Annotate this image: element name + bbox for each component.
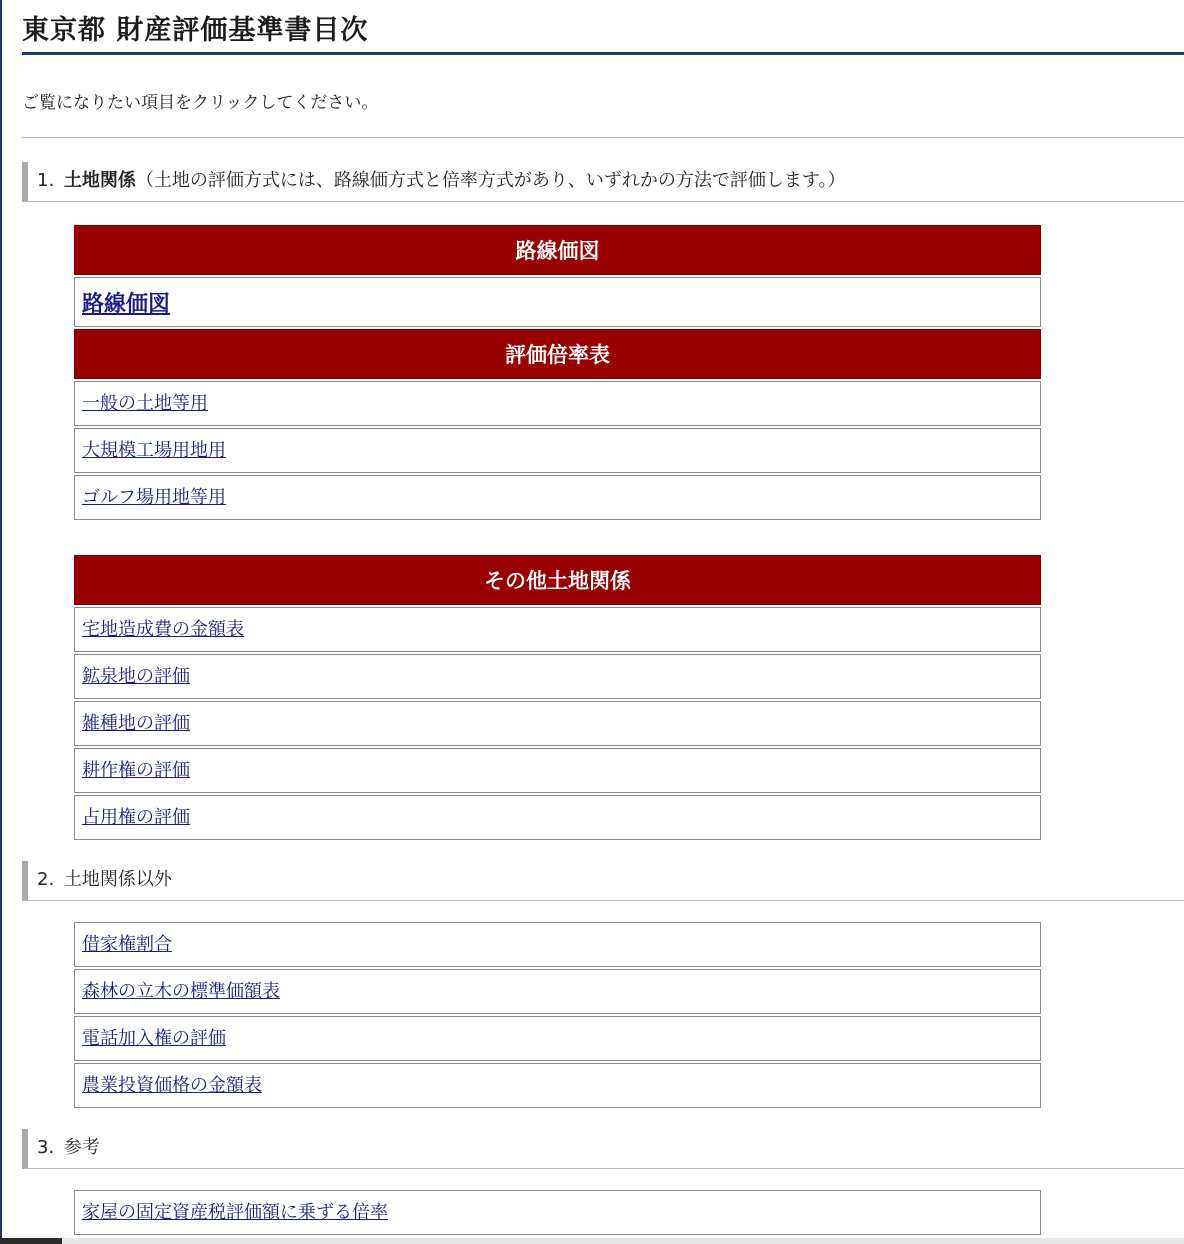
section-note: （土地の評価方式には、路線価方式と倍率方式があり、いずれかの方法で評価します。） (135, 170, 846, 191)
section-number: 3. (37, 1137, 55, 1158)
section-title: 参考 (63, 1137, 100, 1158)
section-title: 土地関係以外 (63, 869, 172, 890)
scrollbar-thumb[interactable] (0, 1238, 62, 1244)
list-item (74, 475, 1041, 520)
page-content (22, 0, 1184, 1235)
multiplier-link-golf[interactable]: ゴルフ場用地等用 (82, 487, 226, 508)
reference-block (74, 1190, 1041, 1235)
other-land-link-4[interactable]: 耕作権の評価 (82, 760, 190, 781)
non-land-link-2[interactable]: 森林の立木の標準価額表 (82, 981, 280, 1002)
list-item (74, 1190, 1041, 1235)
intro-text: ご覧になりたい項目をクリックしてください。 (22, 93, 379, 113)
list-item (74, 607, 1041, 652)
other-land-link-5[interactable]: 占用権の評価 (82, 807, 190, 828)
multiplier-link-factory[interactable]: 大規模工場用地用 (82, 440, 226, 461)
other-land-link-1[interactable]: 宅地造成費の金額表 (82, 619, 244, 640)
list-item (74, 277, 1041, 327)
land-links-block (74, 225, 1041, 520)
left-border (0, 0, 2, 1244)
category-header-other-land: その他土地関係 (74, 555, 1041, 605)
list-item (74, 654, 1041, 699)
category-header-multiplier: 評価倍率表 (74, 329, 1041, 379)
list-item (74, 795, 1041, 840)
other-land-link-3[interactable]: 雑種地の評価 (82, 713, 190, 734)
section-title: 土地関係 (63, 170, 136, 191)
list-item (74, 1063, 1041, 1108)
category-header-rosenka: 路線価図 (74, 225, 1041, 275)
section-heading-reference (22, 1129, 1184, 1169)
other-land-link-2[interactable]: 鉱泉地の評価 (82, 666, 190, 687)
section-heading-non-land (22, 861, 1184, 901)
list-item (74, 922, 1041, 967)
non-land-link-3[interactable]: 電話加入権の評価 (82, 1028, 226, 1049)
non-land-block (74, 922, 1041, 1108)
page-title: 東京都 財産評価基準書目次 (22, 0, 1184, 55)
rosenka-link[interactable]: 路線価図 (82, 292, 171, 317)
list-item (74, 1016, 1041, 1061)
list-item (74, 701, 1041, 746)
section-number: 2. (37, 869, 55, 890)
list-item (74, 748, 1041, 793)
section-number: 1. (37, 170, 55, 191)
list-item (74, 969, 1041, 1014)
non-land-link-1[interactable]: 借家権割合 (82, 934, 172, 955)
list-item (74, 381, 1041, 426)
other-land-block (74, 555, 1041, 840)
section-heading-land (22, 162, 1184, 202)
bottom-scrollbar[interactable] (0, 1238, 1184, 1244)
divider (22, 137, 1184, 138)
multiplier-link-general[interactable]: 一般の土地等用 (82, 393, 208, 414)
reference-link-1[interactable]: 家屋の固定資産税評価額に乗ずる倍率 (82, 1202, 388, 1223)
list-item (74, 428, 1041, 473)
non-land-link-4[interactable]: 農業投資価格の金額表 (82, 1075, 262, 1096)
